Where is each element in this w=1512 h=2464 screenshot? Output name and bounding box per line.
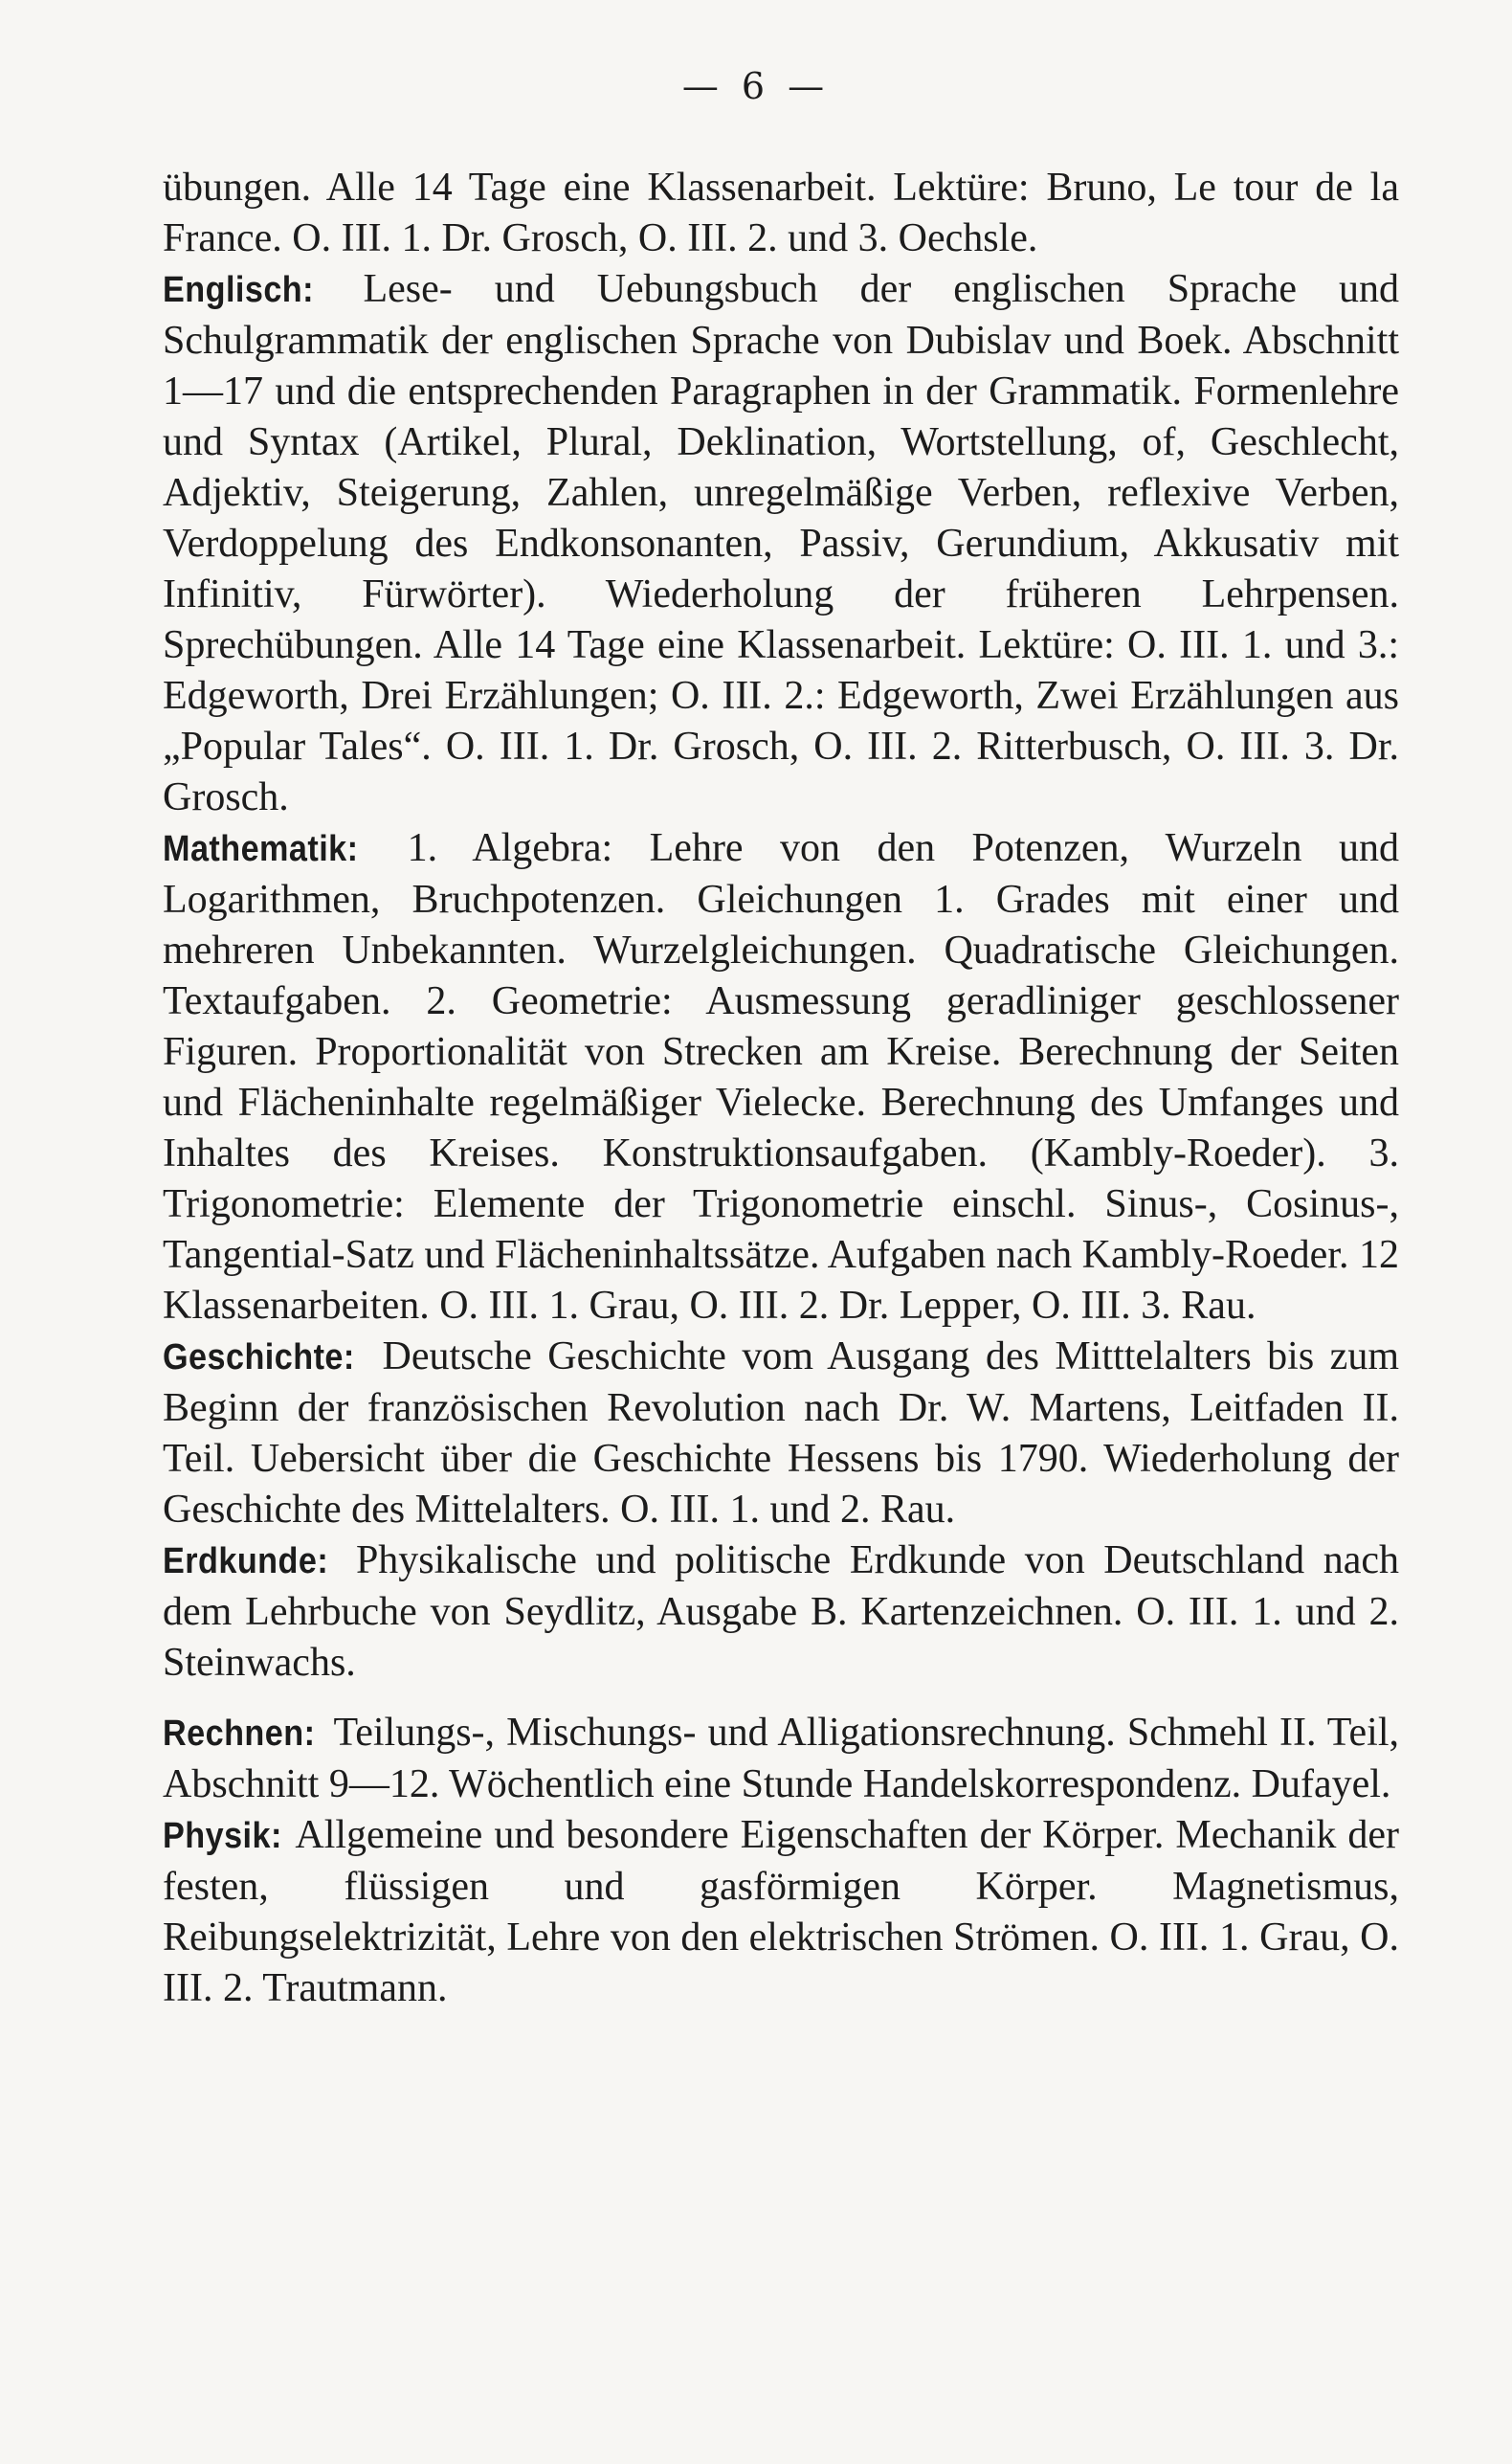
paragraph-englisch xyxy=(163,264,1399,823)
paragraph-text: Lese- und Uebungsbuch der englischen Sprache und Schulgrammatik der englischen Sprache von Dubislav und Boek. Abschnitt 1—17 und die entsprechenden Paragraphen in der Grammatik. Formenlehre und Syntax (Artikel, Plural, Deklination, Wortstellung, of, Geschlecht, Adjektiv, Steigerung, Zahlen, unregelmäßige Verben, reflexive Verben, Verdoppelung des Endkonsonanten, Passiv, Gerundium, Akkusativ mit Infinitiv, Fürwörter). Wiederholung der früheren Lehrpensen. Sprechübungen. Alle 14 Tage eine Klassenarbeit. Lektüre: O. III. 1. und 3.: Edgeworth, Drei Erzählungen; O. III. 2.: Edgeworth, Zwei Erzählungen aus „Popular Tales“. O. III. 1. Dr. Grosch, O. III. 2. Ritterbusch, O. III. 3. Dr. Grosch. xyxy=(163,267,1400,819)
page-number: — 6 — xyxy=(681,65,831,107)
section-heading-rechnen: Rechnen: xyxy=(163,1714,316,1754)
paragraph-erdkunde xyxy=(163,1535,1399,1689)
paragraph-text: übungen. Alle 14 Tage eine Klassenarbeit. Lektüre: Bruno, Le tour de la France. O. III. 1. Dr. Grosch, O. III. 2. und 3. Oechsle. xyxy=(163,166,1399,260)
paragraph-physik xyxy=(163,1810,1399,2014)
section-heading-erdkunde: Erdkunde: xyxy=(163,1541,329,1581)
paragraph-rechnen xyxy=(163,1708,1399,1810)
paragraph-text: Deutsche Geschichte vom Ausgang des Mitttelalters bis zum Beginn der französischen Revolution nach Dr. W. Martens, Leitfaden II. Teil. Uebersicht über die Geschichte Hessens bis 1790. Wiederholung der Geschichte des Mittelalters. O. III. 1. und 2. Rau. xyxy=(163,1334,1399,1532)
paragraph-text: 1. Algebra: Lehre von den Potenzen, Wurzeln und Logarithmen, Bruchpotenzen. Gleichungen 1. Grades mit einer und mehreren Unbekannten. Wurzelgleichungen. Quadratische Gleichungen. Textaufgaben. 2. Geometrie: Ausmessung geradliniger geschlossener Figuren. Proportionalität von Strecken am Kreise. Berechnung der Seiten und Flächeninhalte regelmäßiger Vielecke. Berechnung des Umfanges und Inhaltes des Kreises. Konstruktionsaufgaben. (Kambly-Roeder). 3. Trigonometrie: Elemente der Trigonometrie einschl. Sinus-, Cosinus-, Tangential-Satz und Flächeninhaltssätze. Aufgaben nach Kambly-Roeder. 12 Klassenarbeiten. O. III. 1. Grau, O. III. 2. Dr. Lepper, O. III. 3. Rau. xyxy=(163,826,1399,1328)
paragraph-text: Teilungs-, Mischungs- und Alligationsrechnung. Schmehl II. Teil, Abschnitt 9—12. Wöchentlich eine Stunde Handelskorrespondenz. Dufayel. xyxy=(163,1711,1400,1806)
paragraph-mathematik xyxy=(163,823,1399,1332)
section-heading-geschichte: Geschichte: xyxy=(163,1337,355,1378)
body-text xyxy=(163,163,1399,2014)
paragraph-geschichte xyxy=(163,1332,1399,1535)
section-heading-physik: Physik: xyxy=(163,1816,282,1856)
section-heading-mathematik: Mathematik: xyxy=(163,829,359,869)
paragraph-text: Physikalische und politische Erdkunde von Deutschland nach dem Lehrbuche von Seydlitz, Ausgabe B. Kartenzeichnen. O. III. 1. und 2. Steinwachs. xyxy=(163,1538,1399,1685)
section-heading-englisch: Englisch: xyxy=(163,270,314,310)
paragraph-continuation xyxy=(163,163,1399,264)
paragraph-text: Allgemeine und besondere Eigenschaften der Körper. Mechanik der festen, flüssigen und gasförmigen Körper. Magnetismus, Reibungselektrizität, Lehre von den elektrischen Strömen. O. III. 1. Grau, O. III. 2. Trautmann. xyxy=(163,1813,1399,2010)
